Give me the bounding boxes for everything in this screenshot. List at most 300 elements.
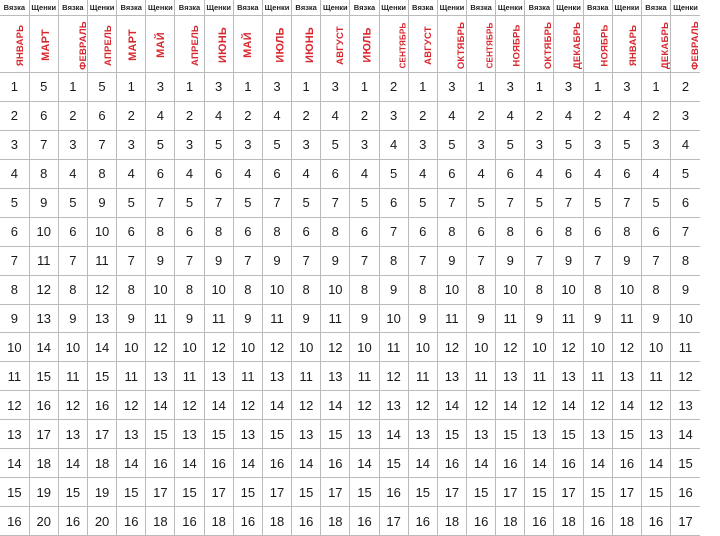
date-cell: 4 <box>671 130 700 159</box>
month-label: АВГУСТ <box>335 26 347 65</box>
date-cell: 10 <box>641 333 670 362</box>
month-label: АПРЕЛЬ <box>102 25 114 66</box>
month-label: ДЕКАБРЬ <box>660 21 672 70</box>
date-cell: 4 <box>641 159 670 188</box>
date-cell: 3 <box>175 130 204 159</box>
date-cell: 14 <box>612 391 641 420</box>
month-label: ФЕВРАЛЬ <box>77 21 89 70</box>
date-cell: 13 <box>321 362 350 391</box>
date-cell: 18 <box>262 507 291 536</box>
date-cell: 8 <box>671 246 700 275</box>
date-cell: 9 <box>175 304 204 333</box>
date-cell: 8 <box>612 217 641 246</box>
date-cell: 10 <box>233 333 262 362</box>
date-cell: 15 <box>379 449 408 478</box>
date-cell: 10 <box>87 217 116 246</box>
date-cell: 7 <box>204 188 233 217</box>
date-cell: 16 <box>87 391 116 420</box>
month-label: НОЯБРЬ <box>599 24 611 67</box>
date-cell: 14 <box>350 449 379 478</box>
month-header-cell <box>175 16 204 73</box>
month-header-cell <box>612 16 641 73</box>
date-cell: 3 <box>583 130 612 159</box>
date-cell: 6 <box>87 101 116 130</box>
date-cell: 10 <box>408 333 437 362</box>
date-cell: 1 <box>350 73 379 102</box>
date-cell: 12 <box>379 362 408 391</box>
table-row <box>0 420 700 449</box>
date-cell: 11 <box>175 362 204 391</box>
date-cell: 10 <box>204 275 233 304</box>
date-cell: 12 <box>554 333 583 362</box>
date-cell: 1 <box>0 73 29 102</box>
date-cell: 3 <box>292 130 321 159</box>
date-cell: 4 <box>612 101 641 130</box>
month-header-cell <box>641 16 670 73</box>
date-cell: 6 <box>671 188 700 217</box>
date-cell: 12 <box>146 333 175 362</box>
date-cell: 6 <box>146 159 175 188</box>
date-cell: 9 <box>0 304 29 333</box>
date-cell: 4 <box>58 159 87 188</box>
date-cell: 14 <box>437 391 466 420</box>
date-cell: 8 <box>525 275 554 304</box>
date-cell: 5 <box>641 188 670 217</box>
date-cell: 18 <box>612 507 641 536</box>
month-label: НОЯБРЬ <box>511 24 523 67</box>
date-cell: 15 <box>671 449 700 478</box>
date-cell: 6 <box>204 159 233 188</box>
date-cell: 16 <box>29 391 58 420</box>
table-row <box>0 159 700 188</box>
date-cell: 4 <box>117 159 146 188</box>
date-cell: 5 <box>87 73 116 102</box>
date-cell: 12 <box>29 275 58 304</box>
date-cell: 9 <box>262 246 291 275</box>
date-cell: 7 <box>583 246 612 275</box>
date-cell: 15 <box>437 420 466 449</box>
table-row <box>0 362 700 391</box>
date-cell: 13 <box>204 362 233 391</box>
date-cell: 12 <box>583 391 612 420</box>
date-cell: 7 <box>58 246 87 275</box>
date-cell: 3 <box>671 101 700 130</box>
date-cell: 1 <box>58 73 87 102</box>
date-cell: 7 <box>0 246 29 275</box>
date-cell: 16 <box>467 507 496 536</box>
date-cell: 17 <box>262 478 291 507</box>
date-cell: 15 <box>321 420 350 449</box>
role-header-cell: Вязка <box>583 0 612 16</box>
month-header-cell <box>671 16 700 73</box>
role-header-cell: Щенки <box>437 0 466 16</box>
date-cell: 4 <box>204 101 233 130</box>
date-cell: 5 <box>262 130 291 159</box>
date-cell: 18 <box>496 507 525 536</box>
date-cell: 11 <box>29 246 58 275</box>
date-cell: 7 <box>525 246 554 275</box>
date-cell: 6 <box>496 159 525 188</box>
date-cell: 11 <box>554 304 583 333</box>
date-cell: 5 <box>175 188 204 217</box>
date-cell: 9 <box>554 246 583 275</box>
role-header-cell: Вязка <box>58 0 87 16</box>
month-header-cell <box>58 16 87 73</box>
month-label: МАРТ <box>127 29 140 61</box>
date-cell: 3 <box>146 73 175 102</box>
date-cell: 6 <box>262 159 291 188</box>
table-row <box>0 73 700 102</box>
date-cell: 14 <box>467 449 496 478</box>
month-label: ИЮНЬ <box>216 27 229 63</box>
date-cell: 15 <box>29 362 58 391</box>
date-cell: 7 <box>612 188 641 217</box>
date-cell: 16 <box>641 507 670 536</box>
role-header-cell: Щенки <box>379 0 408 16</box>
date-cell: 11 <box>58 362 87 391</box>
date-cell: 12 <box>87 275 116 304</box>
date-cell: 16 <box>0 507 29 536</box>
date-cell: 8 <box>641 275 670 304</box>
month-header-cell <box>0 16 29 73</box>
date-cell: 15 <box>408 478 437 507</box>
date-cell: 17 <box>612 478 641 507</box>
date-cell: 5 <box>612 130 641 159</box>
table-row <box>0 188 700 217</box>
date-cell: 8 <box>0 275 29 304</box>
role-header-cell: Вязка <box>350 0 379 16</box>
date-cell: 14 <box>641 449 670 478</box>
date-cell: 13 <box>583 420 612 449</box>
role-header-cell: Щенки <box>204 0 233 16</box>
date-cell: 9 <box>146 246 175 275</box>
date-cell: 12 <box>496 333 525 362</box>
role-header-cell: Вязка <box>641 0 670 16</box>
date-cell: 6 <box>292 217 321 246</box>
date-cell: 13 <box>117 420 146 449</box>
date-cell: 8 <box>554 217 583 246</box>
table-row <box>0 130 700 159</box>
date-cell: 15 <box>58 478 87 507</box>
date-cell: 2 <box>233 101 262 130</box>
date-cell: 12 <box>58 391 87 420</box>
date-cell: 6 <box>350 217 379 246</box>
date-cell: 8 <box>321 217 350 246</box>
date-cell: 17 <box>437 478 466 507</box>
date-cell: 14 <box>117 449 146 478</box>
date-cell: 10 <box>58 333 87 362</box>
date-cell: 2 <box>117 101 146 130</box>
date-cell: 3 <box>233 130 262 159</box>
date-cell: 6 <box>554 159 583 188</box>
date-cell: 13 <box>408 420 437 449</box>
date-cell: 14 <box>87 333 116 362</box>
date-cell: 16 <box>117 507 146 536</box>
date-cell: 1 <box>525 73 554 102</box>
date-cell: 17 <box>671 507 700 536</box>
date-cell: 9 <box>321 246 350 275</box>
table-row <box>0 246 700 275</box>
date-cell: 8 <box>204 217 233 246</box>
date-cell: 10 <box>467 333 496 362</box>
date-cell: 13 <box>87 304 116 333</box>
date-cell: 15 <box>467 478 496 507</box>
date-cell: 7 <box>554 188 583 217</box>
date-cell: 2 <box>0 101 29 130</box>
date-cell: 4 <box>496 101 525 130</box>
date-cell: 9 <box>58 304 87 333</box>
month-label: ФЕВРАЛЬ <box>689 21 701 70</box>
date-cell: 15 <box>0 478 29 507</box>
month-header-cell <box>467 16 496 73</box>
date-cell: 7 <box>350 246 379 275</box>
month-header-cell <box>350 16 379 73</box>
date-cell: 6 <box>233 217 262 246</box>
date-cell: 16 <box>408 507 437 536</box>
date-cell: 1 <box>641 73 670 102</box>
date-cell: 11 <box>87 246 116 275</box>
date-cell: 3 <box>437 73 466 102</box>
date-cell: 7 <box>233 246 262 275</box>
date-cell: 5 <box>204 130 233 159</box>
month-label: ЯНВАРЬ <box>15 24 27 67</box>
date-cell: 6 <box>641 217 670 246</box>
date-cell: 4 <box>292 159 321 188</box>
date-cell: 2 <box>467 101 496 130</box>
date-cell: 3 <box>525 130 554 159</box>
role-header-cell: Щенки <box>554 0 583 16</box>
date-cell: 7 <box>87 130 116 159</box>
date-cell: 9 <box>117 304 146 333</box>
table-row <box>0 101 700 130</box>
role-header-cell: Щенки <box>146 0 175 16</box>
date-cell: 15 <box>146 420 175 449</box>
date-cell: 3 <box>350 130 379 159</box>
month-header-cell <box>117 16 146 73</box>
role-header-cell: Вязка <box>0 0 29 16</box>
date-cell: 16 <box>321 449 350 478</box>
date-cell: 4 <box>233 159 262 188</box>
date-cell: 11 <box>671 333 700 362</box>
date-cell: 5 <box>117 188 146 217</box>
date-cell: 14 <box>262 391 291 420</box>
date-cell: 6 <box>379 188 408 217</box>
date-cell: 4 <box>554 101 583 130</box>
date-cell: 15 <box>175 478 204 507</box>
month-label: ОКТЯБРЬ <box>543 21 555 70</box>
date-cell: 4 <box>525 159 554 188</box>
date-cell: 2 <box>583 101 612 130</box>
date-cell: 3 <box>117 130 146 159</box>
date-cell: 14 <box>0 449 29 478</box>
date-cell: 3 <box>467 130 496 159</box>
date-cell: 3 <box>379 101 408 130</box>
date-cell: 15 <box>350 478 379 507</box>
month-label: ОКТЯБРЬ <box>456 21 468 70</box>
date-cell: 6 <box>612 159 641 188</box>
date-cell: 9 <box>641 304 670 333</box>
date-cell: 10 <box>496 275 525 304</box>
date-cell: 10 <box>583 333 612 362</box>
date-cell: 4 <box>467 159 496 188</box>
month-label: МАРТ <box>39 29 52 61</box>
date-cell: 9 <box>29 188 58 217</box>
date-cell: 13 <box>350 420 379 449</box>
month-header-cell <box>87 16 116 73</box>
date-cell: 14 <box>379 420 408 449</box>
date-cell: 13 <box>437 362 466 391</box>
date-cell: 12 <box>262 333 291 362</box>
date-cell: 5 <box>146 130 175 159</box>
date-cell: 8 <box>117 275 146 304</box>
month-label: ЯНВАРЬ <box>627 24 639 67</box>
date-cell: 19 <box>87 478 116 507</box>
date-cell: 3 <box>204 73 233 102</box>
date-cell: 6 <box>408 217 437 246</box>
date-cell: 16 <box>58 507 87 536</box>
date-cell: 8 <box>583 275 612 304</box>
date-cell: 2 <box>175 101 204 130</box>
month-header-cell <box>29 16 58 73</box>
date-cell: 12 <box>641 391 670 420</box>
date-cell: 14 <box>204 391 233 420</box>
date-cell: 5 <box>379 159 408 188</box>
date-cell: 12 <box>437 333 466 362</box>
month-header-row <box>0 16 700 73</box>
date-cell: 16 <box>146 449 175 478</box>
date-cell: 14 <box>583 449 612 478</box>
date-cell: 14 <box>58 449 87 478</box>
month-header-cell <box>233 16 262 73</box>
date-cell: 7 <box>262 188 291 217</box>
role-header-cell: Вязка <box>525 0 554 16</box>
date-cell: 11 <box>350 362 379 391</box>
date-cell: 3 <box>612 73 641 102</box>
date-cell: 4 <box>146 101 175 130</box>
date-cell: 5 <box>29 73 58 102</box>
role-header-cell: Вязка <box>408 0 437 16</box>
date-cell: 9 <box>408 304 437 333</box>
date-cell: 10 <box>554 275 583 304</box>
date-cell: 2 <box>525 101 554 130</box>
date-cell: 15 <box>496 420 525 449</box>
date-cell: 18 <box>437 507 466 536</box>
date-cell: 8 <box>87 159 116 188</box>
date-cell: 7 <box>117 246 146 275</box>
date-cell: 7 <box>437 188 466 217</box>
role-header-cell: Вязка <box>117 0 146 16</box>
date-cell: 17 <box>379 507 408 536</box>
date-cell: 13 <box>262 362 291 391</box>
date-cell: 6 <box>437 159 466 188</box>
table-row <box>0 275 700 304</box>
month-header-cell <box>525 16 554 73</box>
date-cell: 5 <box>292 188 321 217</box>
month-label: СЕНТЯБРЬ <box>397 22 407 69</box>
date-cell: 11 <box>262 304 291 333</box>
month-header-cell <box>408 16 437 73</box>
date-cell: 10 <box>146 275 175 304</box>
date-cell: 7 <box>408 246 437 275</box>
date-cell: 7 <box>175 246 204 275</box>
table-row <box>0 333 700 362</box>
date-cell: 16 <box>612 449 641 478</box>
date-cell: 11 <box>612 304 641 333</box>
date-cell: 15 <box>262 420 291 449</box>
month-label: ИЮЛЬ <box>274 27 287 63</box>
date-cell: 9 <box>87 188 116 217</box>
date-cell: 15 <box>554 420 583 449</box>
month-header-cell <box>262 16 291 73</box>
date-cell: 5 <box>467 188 496 217</box>
date-cell: 7 <box>292 246 321 275</box>
date-cell: 11 <box>379 333 408 362</box>
date-cell: 11 <box>321 304 350 333</box>
date-cell: 5 <box>0 188 29 217</box>
date-cell: 4 <box>583 159 612 188</box>
date-cell: 9 <box>496 246 525 275</box>
date-cell: 12 <box>233 391 262 420</box>
date-cell: 12 <box>612 333 641 362</box>
date-cell: 3 <box>496 73 525 102</box>
date-cell: 13 <box>467 420 496 449</box>
date-cell: 12 <box>467 391 496 420</box>
date-cell: 8 <box>29 159 58 188</box>
role-header-cell: Щенки <box>496 0 525 16</box>
date-cell: 9 <box>204 246 233 275</box>
date-cell: 16 <box>671 478 700 507</box>
date-cell: 16 <box>379 478 408 507</box>
date-cell: 17 <box>29 420 58 449</box>
date-cell: 6 <box>525 217 554 246</box>
date-cell: 5 <box>525 188 554 217</box>
date-cell: 3 <box>0 130 29 159</box>
date-cell: 17 <box>146 478 175 507</box>
month-header-cell <box>496 16 525 73</box>
date-cell: 14 <box>671 420 700 449</box>
date-cell: 5 <box>408 188 437 217</box>
date-cell: 14 <box>408 449 437 478</box>
date-cell: 9 <box>437 246 466 275</box>
date-cell: 19 <box>29 478 58 507</box>
date-cell: 15 <box>612 420 641 449</box>
date-cell: 13 <box>612 362 641 391</box>
date-cell: 16 <box>437 449 466 478</box>
date-cell: 14 <box>554 391 583 420</box>
date-cell: 1 <box>117 73 146 102</box>
date-cell: 6 <box>29 101 58 130</box>
month-label: СЕНТЯБРЬ <box>485 22 495 69</box>
date-cell: 14 <box>175 449 204 478</box>
date-cell: 12 <box>321 333 350 362</box>
date-cell: 6 <box>321 159 350 188</box>
date-cell: 8 <box>467 275 496 304</box>
date-cell: 10 <box>671 304 700 333</box>
date-cell: 11 <box>525 362 554 391</box>
role-header-cell: Вязка <box>292 0 321 16</box>
date-cell: 16 <box>204 449 233 478</box>
date-cell: 18 <box>146 507 175 536</box>
date-cell: 9 <box>467 304 496 333</box>
date-cell: 18 <box>29 449 58 478</box>
role-header-cell: Щенки <box>321 0 350 16</box>
date-cell: 9 <box>350 304 379 333</box>
date-cell: 5 <box>496 130 525 159</box>
role-header-cell: Щенки <box>87 0 116 16</box>
date-cell: 18 <box>554 507 583 536</box>
date-cell: 12 <box>525 391 554 420</box>
month-header-cell <box>554 16 583 73</box>
